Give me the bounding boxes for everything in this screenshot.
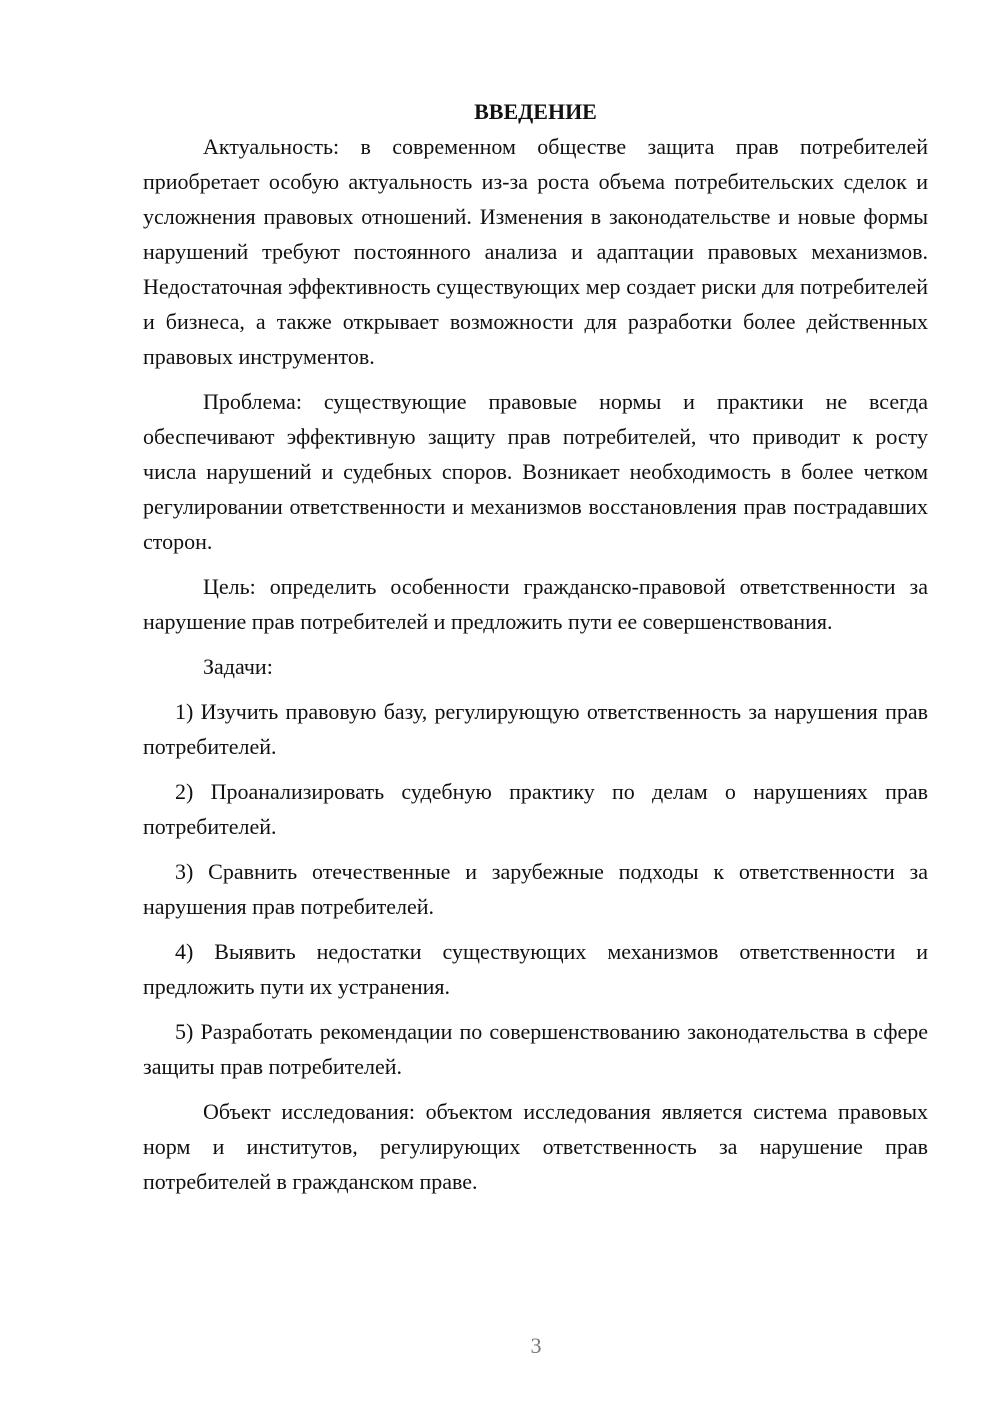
paragraph-object: Объект исследования: объектом исследования является система правовых норм и институтов, регулирующих ответственность за нарушение прав потребителей в гражданском праве. — [143, 1099, 928, 1194]
task-item: 2) Проанализировать судебную практику по делам о нарушениях прав потребителей. — [143, 779, 928, 839]
tasks-label: Задачи: — [203, 654, 273, 679]
task-item: 3) Сравнить отечественные и зарубежные подходы к ответственности за нарушения прав потребителей. — [143, 859, 928, 919]
task-item: 1) Изучить правовую базу, регулирующую ответственность за нарушения прав потребителей. — [143, 699, 928, 759]
section-heading: ВВЕДЕНИЕ — [474, 99, 597, 124]
paragraph-goal: Цель: определить особенности гражданско-правовой ответственности за нарушение прав потребителей и предложить пути ее совершенствования. — [143, 574, 928, 634]
document-page — [143, 94, 928, 1199]
task-item: 5) Разработать рекомендации по совершенствованию законодательства в сфере защиты прав потребителей. — [143, 1019, 928, 1079]
paragraph-relevance: Актуальность: в современном обществе защита прав потребителей приобретает особую актуальность из-за роста объема потребительских сделок и усложнения правовых отношений. Изменения в законодательстве и новые формы нарушений требуют постоянного анализа и адаптации правовых механизмов. Недостаточная эффективность существующих мер создает риски для потребителей и бизнеса, а также открывает возможности для разработки более действенных правовых инструментов. — [143, 134, 928, 369]
task-item: 4) Выявить недостатки существующих механизмов ответственности и предложить пути их устранения. — [143, 939, 928, 999]
page-number: 3 — [530, 1333, 542, 1358]
paragraph-problem: Проблема: существующие правовые нормы и практики не всегда обеспечивают эффективную защиту прав потребителей, что приводит к росту числа нарушений и судебных споров. Возникает необходимость в более четком регулировании ответственности и механизмов восстановления прав пострадавших сторон. — [143, 389, 928, 554]
